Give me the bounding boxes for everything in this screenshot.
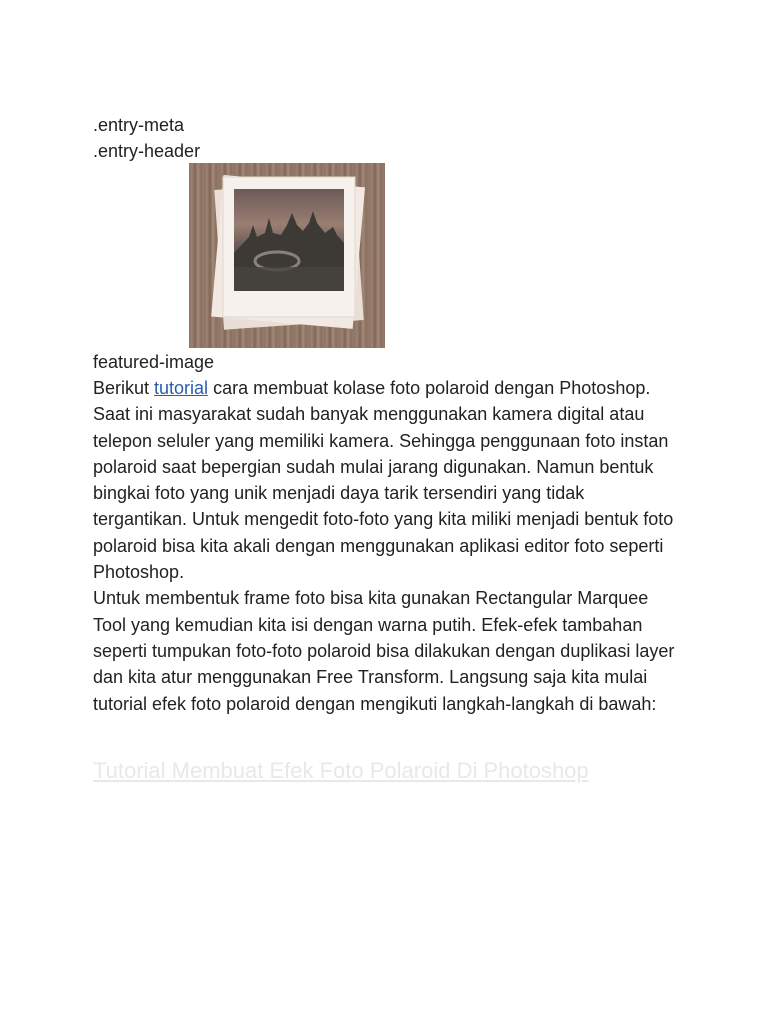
featured-image[interactable]: [189, 163, 385, 348]
related-article-link[interactable]: Tutorial Membuat Efek Foto Polaroid Di Photoshop: [93, 757, 589, 783]
tutorial-link[interactable]: tutorial: [154, 378, 209, 398]
entry-meta: .entry-meta: [93, 115, 185, 135]
page-content: [93, 112, 683, 785]
entry-header: .entry-header: [93, 141, 201, 161]
paragraph-text: cara membuat kolase foto polaroid dengan Photoshop. Saat ini masyarakat sudah banyak menggunakan kamera digital atau telepon seluler yang memiliki kamera. Sehingga penggunaan foto instan polaroid saat bepergian sudah mulai jarang digunakan. Namun bentuk bingkai foto yang unik menjadi daya tarik tersendiri yang tidak tergantikan. Untuk mengedit foto-foto yang kita miliki menjadi bentuk foto polaroid bisa kita akali dengan menggunakan aplikasi editor foto seperti Photoshop.: [93, 378, 674, 583]
polaroid-photo-stack-icon: [189, 163, 385, 348]
article-paragraph-1: [93, 375, 683, 585]
featured-image-label: featured-image: [93, 352, 215, 372]
article-paragraph-2: Untuk membentuk frame foto bisa kita gunakan Rectangular Marquee Tool yang kemudian kita isi dengan warna putih. Efek-efek tambahan seperti tumpukan foto-foto polaroid bisa dilakukan dengan duplikasi layer dan kita atur menggunakan Free Transform. Langsung saja kita mulai tutorial efek foto polaroid dengan mengikuti langkah-langkah di bawah:: [93, 588, 675, 714]
paragraph-text: Berikut: [93, 378, 155, 398]
